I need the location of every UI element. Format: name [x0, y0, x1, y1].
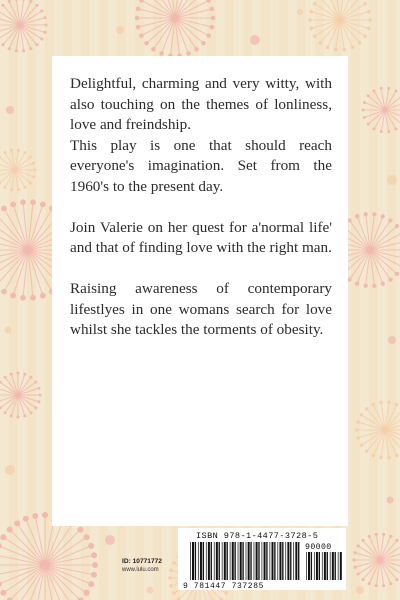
supplement-code: 90000 — [305, 543, 332, 552]
decor-dot — [6, 106, 14, 114]
flower-burst — [0, 0, 48, 52]
blurb-paragraph-1: Delightful, charming and very witty, with also touching on the themes of lonliness, love and freindship. — [70, 75, 332, 133]
blurb-paragraph-3: Raising awareness of contemporary lifestlyes in one womans search for love whilst she tackles the torments of obesity. — [70, 280, 332, 338]
flower-burst — [0, 149, 37, 191]
decor-dot — [116, 26, 124, 34]
decor-dot — [297, 9, 303, 15]
supplement-barcode — [306, 552, 342, 580]
blurb-paragraph-1b: This play is one that should reach everyone's imagination. Set from the 1960's to the present day. — [70, 136, 332, 195]
decor-dot — [105, 535, 115, 545]
publisher-url: www.lulu.com — [122, 567, 159, 573]
blurb-text — [70, 74, 332, 341]
decor-dot — [388, 336, 396, 344]
decor-dot — [5, 465, 15, 475]
isbn-label: ISBN 978-1-4477-3728-5 — [196, 531, 319, 541]
flower-burst — [355, 401, 400, 460]
decor-dot — [387, 175, 397, 185]
flower-burst — [0, 372, 42, 419]
blurb-paragraph-2: Join Valerie on her quest for a'normal life' and that of finding love with the right man. — [70, 218, 332, 256]
barcode-digits: 9 781447 737285 — [183, 582, 265, 591]
decor-dot — [147, 587, 154, 594]
flower-burst — [308, 0, 372, 51]
flower-burst — [135, 0, 216, 58]
decor-dot — [356, 586, 364, 594]
flower-burst — [352, 533, 400, 588]
publisher-id: ID: 10771772 — [122, 558, 162, 565]
ean-barcode — [190, 542, 300, 580]
decor-dot — [5, 327, 12, 334]
decor-dot — [250, 35, 260, 45]
flower-burst — [362, 87, 400, 133]
decor-dot — [387, 497, 394, 504]
